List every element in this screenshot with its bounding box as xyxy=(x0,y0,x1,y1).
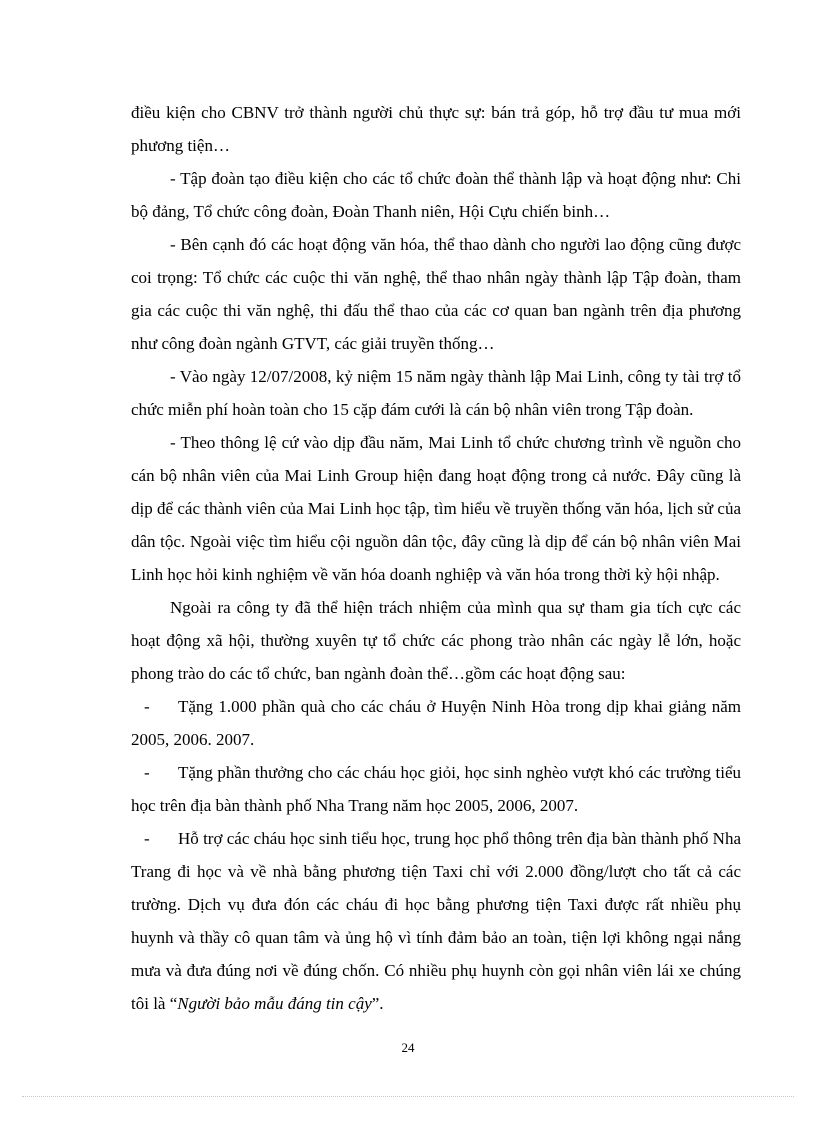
list-item-gifts: - Tặng 1.000 phần quà cho các cháu ở Huyện Ninh Hòa trong dịp khai giảng năm 2005, 2006. 2007. xyxy=(131,697,741,749)
page-number: 24 xyxy=(401,1040,415,1055)
list-item-taxi-support: - Hỗ trợ các cháu học sinh tiểu học, trung học phổ thông trên địa bàn thành phố Nha Trang đi học và về nhà bằng phương tiện Taxi chỉ với 2.000 đồng/lượt cho tất cả các trường. Dịch vụ đưa đón các cháu đi học bằng phương tiện Taxi được rất nhiều phụ huynh và thầy cô quan tâm và ủng hộ vì tính đảm bảo an toàn, tiện lợi không ngại nắng mưa và đưa đúng nơi về đúng chốn. Có nhiều phụ huynh còn gọi nhân viên lái xe chúng tôi là “Người bảo mẫu đáng tin cậy”. xyxy=(131,829,741,1013)
paragraph-weddings: - Vào ngày 12/07/2008, kỷ niệm 15 năm ngày thành lập Mai Linh, công ty tài trợ tổ chức miễn phí hoàn toàn cho 15 cặp đám cưới là cán bộ nhân viên trong Tập đoàn. xyxy=(131,367,741,419)
paragraph-cultural-activities: - Bên cạnh đó các hoạt động văn hóa, thể thao dành cho người lao động cũng được coi trọng: Tổ chức các cuộc thi văn nghệ, thể thao nhân ngày thành lập Tập đoàn, tham gia các cuộc thi văn nghệ, thi đấu thể thao của các cơ quan ban ngành trên địa phương như công đoàn ngành GTVT, các giải truyền thống… xyxy=(131,235,741,353)
page-bottom-divider xyxy=(22,1096,794,1097)
body-text xyxy=(131,96,741,1020)
list-item-scholarships: - Tặng phần thưởng cho các cháu học giỏi, học sinh nghèo vượt khó các trường tiểu học trên địa bàn thành phố Nha Trang năm học 2005, 2006, 2007. xyxy=(131,763,741,815)
paragraph-union-organizations: - Tập đoàn tạo điều kiện cho các tổ chức đoàn thể thành lập và hoạt động như: Chi bộ đảng, Tổ chức công đoàn, Đoàn Thanh niên, Hội Cựu chiến binh… xyxy=(131,169,741,221)
italic-quote: Người bảo mẫu đáng tin cậy xyxy=(177,994,372,1013)
paragraph-roots-program: - Theo thông lệ cứ vào dịp đầu năm, Mai Linh tổ chức chương trình về nguồn cho cán bộ nhân viên của Mai Linh Group hiện đang hoạt động trong cả nước. Đây cũng là dịp để các thành viên của Mai Linh học tập, tìm hiểu về truyền thống văn hóa, lịch sử của dân tộc. Ngoài việc tìm hiểu cội nguồn dân tộc, đây cũng là dịp để cán bộ nhân viên Mai Linh học hỏi kinh nghiệm về văn hóa doanh nghiệp và văn hóa trong thời kỳ hội nhập. xyxy=(131,433,741,584)
paragraph-intro: điều kiện cho CBNV trở thành người chủ thực sự: bán trả góp, hỗ trợ đầu tư mua mới phương tiện… xyxy=(131,103,741,155)
paragraph-social-responsibility: Ngoài ra công ty đã thể hiện trách nhiệm của mình qua sự tham gia tích cực các hoạt động xã hội, thường xuyên tự tổ chức các phong trào nhân các ngày lễ lớn, hoặc phong trào do các tổ chức, ban ngành đoàn thể…gồm các hoạt động sau: xyxy=(131,598,741,683)
